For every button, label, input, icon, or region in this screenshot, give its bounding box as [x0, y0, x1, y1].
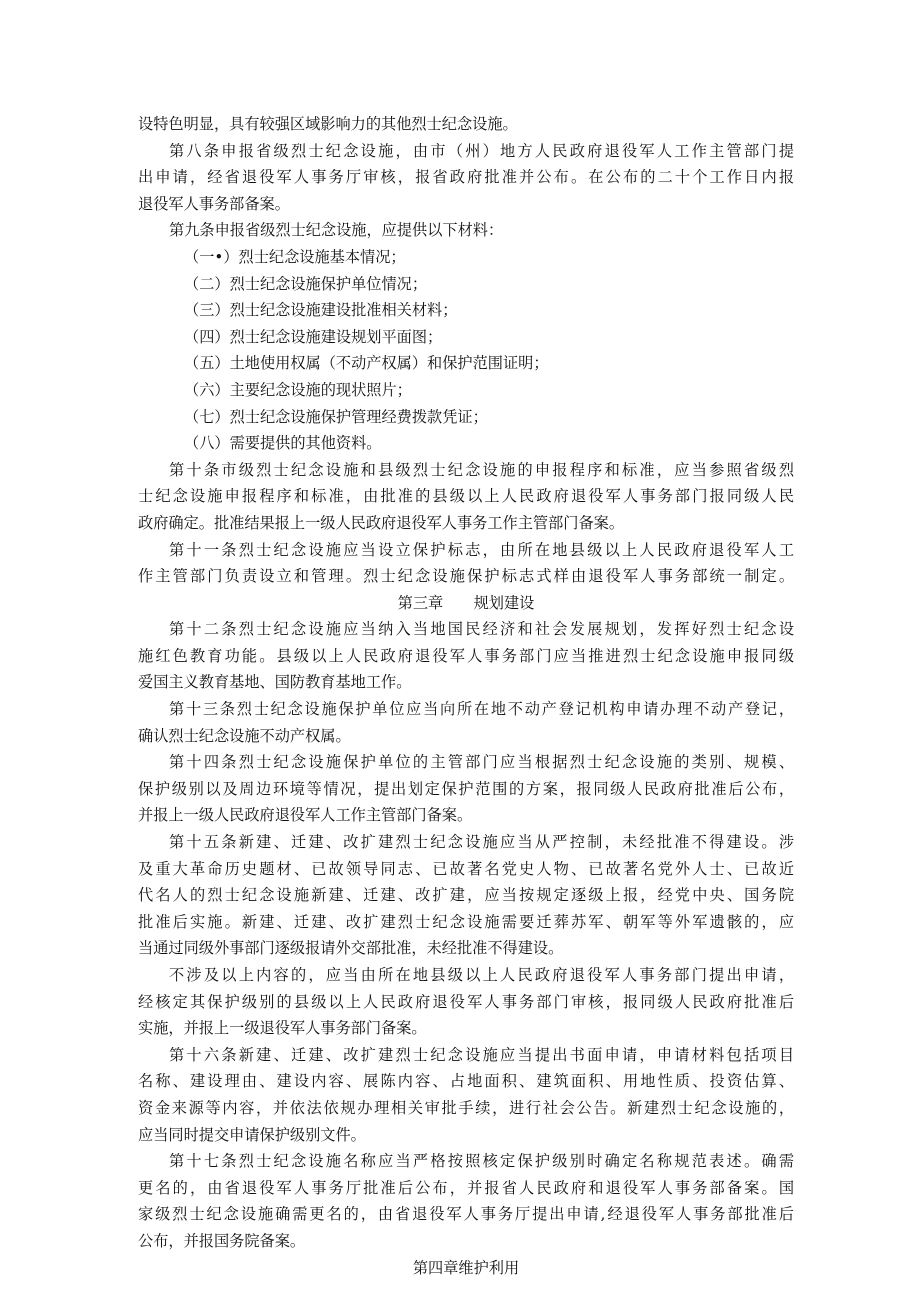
list-item: （二）烈士纪念设施保护单位情况；	[184, 274, 427, 293]
list-item: （一•）烈士纪念设施基本情况；	[184, 247, 406, 266]
paragraph-line: 实施，并报上一级退役军人事务部门备案。	[138, 1019, 427, 1038]
paragraph-line: 第八条申报省级烈士纪念设施，由市（州）地方人民政府退役军人工作主管部门提	[169, 141, 794, 160]
paragraph-line: 应当同时提交申请保护级别文件。	[138, 1125, 366, 1144]
paragraph-line: 代名人的烈士纪念设施新建、迁建、改扩建，应当按规定逐级上报，经党中央、国务院	[138, 886, 794, 905]
paragraph-line: 并报上一级人民政府退役军人工作主管部门备案。	[138, 806, 473, 825]
list-item: （六）主要纪念设施的现状照片；	[184, 380, 412, 399]
paragraph-line: 批准后实施。新建、迁建、改扩建烈士纪念设施需要迁葬苏军、朝军等外军遗骸的，应	[138, 912, 794, 931]
paragraph-line: 第十七条烈士纪念设施名称应当严格按照核定保护级别时确定名称规范表述。确需	[169, 1152, 794, 1171]
list-item: （七）烈士纪念设施保护管理经费拨款凭证；	[184, 407, 488, 426]
list-item: （五）土地使用权属（不动产权属）和保护范围证明；	[184, 354, 549, 373]
document-page	[138, 111, 794, 1281]
paragraph-line: 保护级别以及周边环境等情况，提出划定保护范围的方案，报同级人民政府批准后公布，	[138, 779, 794, 798]
paragraph-line: 当通过同级外事部门逐级报请外交部批准，未经批准不得建设。	[138, 939, 564, 958]
chapter-heading: 第四章维护利用	[412, 1258, 520, 1277]
paragraph-line: 出申请，经省退役军人事务厅审核，报省政府批准并公布。在公布的二十个工作日内报	[138, 168, 794, 187]
paragraph-line: 第十五条新建、迁建、改扩建烈士纪念设施应当从严控制，未经批准不得建设。涉	[169, 833, 794, 852]
paragraph-line: 第十二条烈士纪念设施应当纳入当地国民经济和社会发展规划，发挥好烈士纪念设	[169, 620, 794, 639]
list-item: （四）烈士纪念设施建设规划平面图；	[184, 327, 443, 346]
paragraph-line: 退役军人事务部备案。	[138, 194, 290, 213]
paragraph-line: 不涉及以上内容的，应当由所在地县级以上人民政府退役军人事务部门提出申请，	[169, 966, 794, 984]
paragraph-line: 施红色教育功能。县级以上人民政府退役军人事务部门应当推进烈士纪念设施申报同级	[138, 646, 794, 665]
paragraph-line: 第九条申报省级烈士纪念设施，应提供以下材料：	[169, 221, 504, 240]
paragraph-line: 第十一条烈士纪念设施应当设立保护标志，由所在地县级以上人民政府退役军人工	[169, 540, 794, 559]
paragraph-line: 士纪念设施申报程序和标准，由批准的县级以上人民政府退役军人事务部门报同级人民	[138, 487, 794, 506]
paragraph-line: 家级烈士纪念设施确需更名的，由省退役军人事务厅提出申请,经退役军人事务部批准后	[138, 1205, 794, 1224]
paragraph-line: 第十三条烈士纪念设施保护单位应当向所在地不动产登记机构申请办理不动产登记，	[169, 700, 794, 719]
paragraph-line: 爱国主义教育基地、国防教育基地工作。	[138, 673, 412, 692]
paragraph-line: 第十条市级烈士纪念设施和县级烈士纪念设施的申报程序和标准，应当参照省级烈	[169, 460, 794, 479]
paragraph-line: 资金来源等内容，并依法依规办理相关审批手续，进行社会公告。新建烈士纪念设施的，	[138, 1098, 794, 1117]
paragraph-line: 第十四条烈士纪念设施保护单位的主管部门应当根据烈士纪念设施的类别、规模、	[169, 753, 794, 772]
paragraph-line: 更名的，由省退役军人事务厅批准后公布，并报省人民政府和退役军人事务部备案。国	[138, 1178, 794, 1197]
chapter-heading: 第三章 规划建设	[397, 593, 535, 612]
paragraph-line: 名称、建设理由、建设内容、展陈内容、占地面积、建筑面积、用地性质、投资估算、	[138, 1072, 794, 1091]
paragraph-line: 政府确定。批准结果报上一级人民政府退役军人事务工作主管部门备案。	[138, 513, 624, 532]
paragraph-line: 经核定其保护级别的县级以上人民政府退役军人事务部门审核，报同级人民政府批准后	[138, 992, 794, 1011]
list-item: （八）需要提供的其他资料。	[184, 434, 382, 453]
paragraph-line: 作主管部门负责设立和管理。烈士纪念设施保护标志式样由退役军人事务部统一制定。	[138, 567, 794, 586]
paragraph-line: 及重大革命历史题材、已故领导同志、已故著名党史人物、已故著名党外人士、已故近	[138, 859, 794, 878]
paragraph-line: 确认烈士纪念设施不动产权属。	[138, 726, 351, 745]
paragraph-line: 公布，并报国务院备案。	[138, 1231, 306, 1250]
list-item: （三）烈士纪念设施建设批准相关材料；	[184, 301, 458, 320]
paragraph-line: 设特色明显，具有较强区域影响力的其他烈士纪念设施。	[138, 115, 518, 133]
paragraph-line: 第十六条新建、迁建、改扩建烈士纪念设施应当提出书面申请，申请材料包括项目	[169, 1045, 794, 1064]
